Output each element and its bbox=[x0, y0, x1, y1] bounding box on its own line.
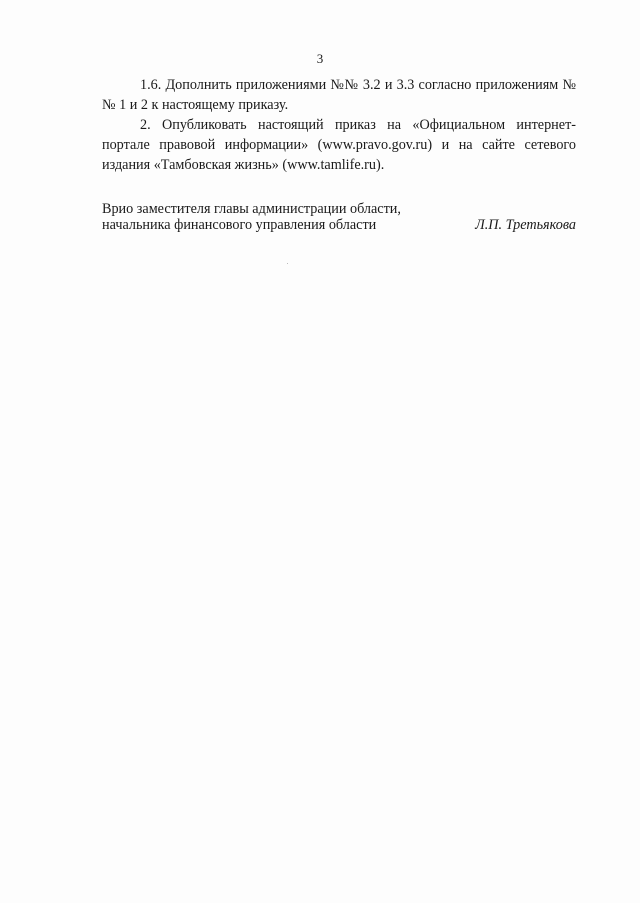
page-number: 3 bbox=[316, 51, 324, 66]
paragraph-item-2: 2. Опубликовать настоящий приказ на «Официальном интернет-портале правовой информации» (www.pravo.gov.ru) и на сайте сетевого издания «Тамбовская жизнь» (www.tamlife.ru). bbox=[102, 117, 576, 173]
document-body bbox=[102, 75, 576, 175]
signatory-position-line2: начальника финансового управления области bbox=[102, 217, 377, 233]
signature-row bbox=[102, 217, 576, 233]
scan-speck bbox=[287, 263, 288, 264]
paragraph-item-1-6: 1.6. Дополнить приложениями №№ 3.2 и 3.3 согласно приложениям №№ 1 и 2 к настоящему приказу. bbox=[102, 77, 576, 113]
signatory-position-line1: Врио заместителя главы администрации области, bbox=[102, 201, 401, 217]
signature-block bbox=[102, 201, 576, 233]
signatory-name: Л.П. Третьякова bbox=[475, 217, 576, 233]
